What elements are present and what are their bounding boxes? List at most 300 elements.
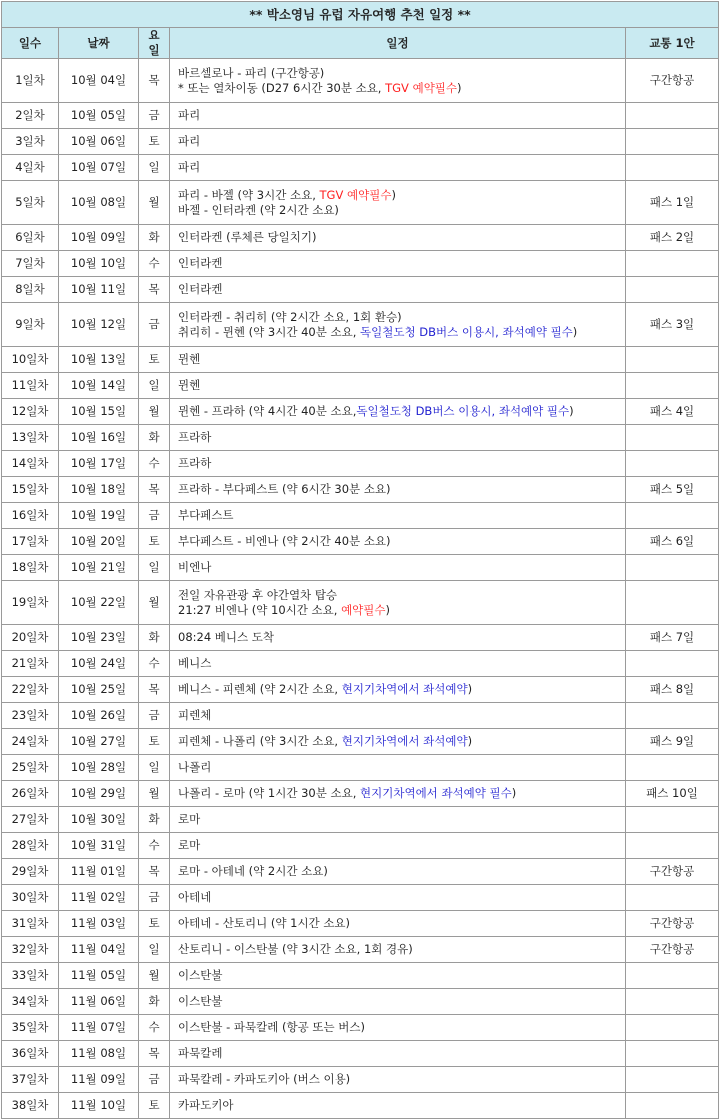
table-row xyxy=(2,181,719,225)
schedule-text: ) xyxy=(457,80,462,95)
weekday-cell: 월 xyxy=(139,963,170,989)
transport-cell: 패스 8일 xyxy=(626,677,719,703)
schedule-text: 파묵칼레 xyxy=(178,1046,223,1060)
schedule-text: 뮌헨 xyxy=(178,378,201,392)
date-cell: 10월 05일 xyxy=(59,103,139,129)
weekday-cell: 화 xyxy=(139,425,170,451)
schedule-cell xyxy=(170,425,626,451)
schedule-cell xyxy=(170,677,626,703)
weekday-cell: 일 xyxy=(139,155,170,181)
schedule-line xyxy=(178,838,621,853)
weekday-cell: 토 xyxy=(139,729,170,755)
date-cell: 10월 19일 xyxy=(59,503,139,529)
schedule-line xyxy=(178,404,621,419)
transport-cell xyxy=(626,451,719,477)
weekday-cell: 금 xyxy=(139,103,170,129)
schedule-line xyxy=(178,916,621,931)
day-cell: 21일차 xyxy=(2,651,59,677)
schedule-cell xyxy=(170,729,626,755)
weekday-cell: 월 xyxy=(139,581,170,625)
schedule-text: 로마 - 아테네 (약 2시간 소요) xyxy=(178,864,328,878)
weekday-cell: 금 xyxy=(139,303,170,347)
transport-cell xyxy=(626,555,719,581)
schedule-text: 취리히 - 뮌헨 (약 3시간 40분 소요, xyxy=(178,324,361,339)
schedule-text: 피렌체 - 나폴리 (약 3시간 소요, xyxy=(178,734,342,748)
weekday-cell: 토 xyxy=(139,1093,170,1119)
schedule-line xyxy=(178,188,621,203)
table-row xyxy=(2,755,719,781)
day-cell: 23일차 xyxy=(2,703,59,729)
schedule-cell xyxy=(170,963,626,989)
schedule-text: 전일 자유관광 후 야간열차 탑승 xyxy=(178,587,338,602)
schedule-line xyxy=(178,81,621,96)
weekday-cell: 화 xyxy=(139,807,170,833)
schedule-text: 이스탄불 xyxy=(178,994,223,1008)
day-cell: 33일차 xyxy=(2,963,59,989)
day-cell: 6일차 xyxy=(2,225,59,251)
column-header-schedule: 일정 xyxy=(170,28,626,59)
table-row xyxy=(2,989,719,1015)
schedule-text: 인터라켄 xyxy=(178,282,223,296)
schedule-line xyxy=(178,352,621,367)
schedule-cell xyxy=(170,703,626,729)
schedule-cell xyxy=(170,1093,626,1119)
table-row xyxy=(2,807,719,833)
schedule-line xyxy=(178,1020,621,1035)
date-cell: 10월 09일 xyxy=(59,225,139,251)
schedule-line xyxy=(178,508,621,523)
day-cell: 12일차 xyxy=(2,399,59,425)
column-header-day: 일수 xyxy=(2,28,59,59)
schedule-text: 파묵칼레 - 카파도키아 (버스 이용) xyxy=(178,1072,351,1086)
schedule-line xyxy=(178,108,621,123)
weekday-cell: 월 xyxy=(139,181,170,225)
schedule-line xyxy=(178,560,621,575)
transport-cell: 구간항공 xyxy=(626,59,719,103)
schedule-cell xyxy=(170,129,626,155)
schedule-text: 뮌헨 - 프라하 (약 4시간 40분 소요, xyxy=(178,404,357,418)
date-cell: 10월 28일 xyxy=(59,755,139,781)
transport-cell xyxy=(626,833,719,859)
date-cell: 10월 13일 xyxy=(59,347,139,373)
schedule-cell xyxy=(170,885,626,911)
transport-cell: 패스 6일 xyxy=(626,529,719,555)
schedule-cell xyxy=(170,911,626,937)
itinerary-rows xyxy=(2,59,719,1119)
date-cell: 10월 15일 xyxy=(59,399,139,425)
reservation-note: 현지기차역에서 좌석예약 xyxy=(341,734,468,748)
date-cell: 10월 07일 xyxy=(59,155,139,181)
schedule-line xyxy=(178,603,621,618)
day-cell: 27일차 xyxy=(2,807,59,833)
schedule-text: 나폴리 - 로마 (약 1시간 30분 소요, xyxy=(178,786,361,800)
day-cell: 26일차 xyxy=(2,781,59,807)
weekday-cell: 금 xyxy=(139,703,170,729)
day-cell: 7일차 xyxy=(2,251,59,277)
day-cell: 17일차 xyxy=(2,529,59,555)
schedule-text: 프라하 xyxy=(178,456,212,470)
schedule-text: 파리 xyxy=(178,134,201,148)
table-row xyxy=(2,277,719,303)
weekday-cell: 토 xyxy=(139,529,170,555)
schedule-text: 베니스 - 피렌체 (약 2시간 소요, xyxy=(178,682,342,696)
table-row xyxy=(2,781,719,807)
weekday-cell: 토 xyxy=(139,129,170,155)
transport-cell: 패스 4일 xyxy=(626,399,719,425)
transport-cell xyxy=(626,755,719,781)
day-cell: 35일차 xyxy=(2,1015,59,1041)
schedule-text: 부다페스트 - 비엔나 (약 2시간 40분 소요) xyxy=(178,534,391,548)
schedule-cell xyxy=(170,833,626,859)
schedule-text: 비엔나 xyxy=(178,560,212,574)
date-cell: 10월 06일 xyxy=(59,129,139,155)
table-row xyxy=(2,529,719,555)
day-cell: 11일차 xyxy=(2,373,59,399)
day-cell: 38일차 xyxy=(2,1093,59,1119)
table-row xyxy=(2,677,719,703)
table-row xyxy=(2,303,719,347)
weekday-cell: 목 xyxy=(139,1041,170,1067)
transport-cell xyxy=(626,1067,719,1093)
weekday-cell: 수 xyxy=(139,1015,170,1041)
column-header-date: 날짜 xyxy=(59,28,139,59)
table-row xyxy=(2,1015,719,1041)
schedule-line xyxy=(178,1072,621,1087)
day-cell: 32일차 xyxy=(2,937,59,963)
transport-cell xyxy=(626,373,719,399)
table-row xyxy=(2,59,719,103)
schedule-text: 뮌헨 xyxy=(178,352,201,366)
date-cell: 10월 12일 xyxy=(59,303,139,347)
weekday-cell: 월 xyxy=(139,781,170,807)
transport-cell xyxy=(626,581,719,625)
schedule-text: 카파도키아 xyxy=(178,1098,234,1112)
schedule-cell xyxy=(170,399,626,425)
weekday-cell: 수 xyxy=(139,651,170,677)
schedule-text: 파리 - 바젤 (약 3시간 소요, xyxy=(178,187,320,202)
reservation-note: 독일철도청 DB버스 이용시, 좌석예약 필수 xyxy=(356,404,570,418)
date-cell: 10월 10일 xyxy=(59,251,139,277)
weekday-cell: 목 xyxy=(139,859,170,885)
schedule-line xyxy=(178,994,621,1009)
weekday-cell: 화 xyxy=(139,225,170,251)
schedule-line xyxy=(178,134,621,149)
table-row xyxy=(2,885,719,911)
day-cell: 36일차 xyxy=(2,1041,59,1067)
day-cell: 5일차 xyxy=(2,181,59,225)
weekday-cell: 목 xyxy=(139,677,170,703)
transport-cell: 구간항공 xyxy=(626,911,719,937)
schedule-text: 이스탄불 - 파묵칼레 (항공 또는 버스) xyxy=(178,1020,365,1034)
weekday-cell: 수 xyxy=(139,251,170,277)
date-cell: 11월 09일 xyxy=(59,1067,139,1093)
weekday-cell: 금 xyxy=(139,503,170,529)
schedule-cell xyxy=(170,625,626,651)
schedule-line xyxy=(178,890,621,905)
weekday-cell: 수 xyxy=(139,451,170,477)
day-cell: 25일차 xyxy=(2,755,59,781)
schedule-cell xyxy=(170,225,626,251)
page-title: ** 박소영님 유럽 자유여행 추천 일정 ** xyxy=(2,2,719,28)
weekday-cell: 일 xyxy=(139,555,170,581)
schedule-line xyxy=(178,760,621,775)
schedule-cell xyxy=(170,989,626,1015)
schedule-cell xyxy=(170,277,626,303)
day-cell: 24일차 xyxy=(2,729,59,755)
table-row xyxy=(2,251,719,277)
transport-cell: 패스 1일 xyxy=(626,181,719,225)
schedule-line xyxy=(178,1098,621,1113)
table-row xyxy=(2,477,719,503)
schedule-cell xyxy=(170,859,626,885)
itinerary-table xyxy=(1,1,719,1119)
schedule-text: ) xyxy=(467,682,473,696)
weekday-cell: 화 xyxy=(139,989,170,1015)
date-cell: 10월 23일 xyxy=(59,625,139,651)
schedule-text: * 또는 열차이동 (D27 6시간 30분 소요, xyxy=(178,80,386,95)
schedule-text: 피렌체 xyxy=(178,708,212,722)
date-cell: 11월 03일 xyxy=(59,911,139,937)
table-row xyxy=(2,1067,719,1093)
schedule-cell xyxy=(170,59,626,103)
transport-cell xyxy=(626,425,719,451)
schedule-text: ) xyxy=(572,324,578,339)
table-row xyxy=(2,625,719,651)
day-cell: 10일차 xyxy=(2,347,59,373)
weekday-cell: 토 xyxy=(139,911,170,937)
table-row xyxy=(2,425,719,451)
date-cell: 10월 04일 xyxy=(59,59,139,103)
transport-cell: 구간항공 xyxy=(626,859,719,885)
weekday-cell: 금 xyxy=(139,885,170,911)
schedule-line xyxy=(178,230,621,245)
day-cell: 9일차 xyxy=(2,303,59,347)
transport-cell: 패스 10일 xyxy=(626,781,719,807)
schedule-text: ) xyxy=(467,734,473,748)
column-header-transport: 교통 1안 xyxy=(626,28,719,59)
schedule-cell xyxy=(170,451,626,477)
weekday-cell: 일 xyxy=(139,937,170,963)
schedule-text: ) xyxy=(385,602,391,617)
table-row xyxy=(2,833,719,859)
schedule-cell xyxy=(170,181,626,225)
schedule-cell xyxy=(170,781,626,807)
schedule-cell xyxy=(170,937,626,963)
table-row xyxy=(2,155,719,181)
schedule-text: 21:27 비엔나 (약 10시간 소요, xyxy=(178,602,342,617)
schedule-cell xyxy=(170,581,626,625)
day-cell: 8일차 xyxy=(2,277,59,303)
transport-cell xyxy=(626,1093,719,1119)
day-cell: 30일차 xyxy=(2,885,59,911)
schedule-cell xyxy=(170,103,626,129)
schedule-cell xyxy=(170,555,626,581)
date-cell: 10월 30일 xyxy=(59,807,139,833)
table-row xyxy=(2,937,719,963)
schedule-text: ) xyxy=(391,187,396,202)
date-cell: 10월 14일 xyxy=(59,373,139,399)
schedule-line xyxy=(178,534,621,549)
day-cell: 20일차 xyxy=(2,625,59,651)
schedule-cell xyxy=(170,373,626,399)
day-cell: 2일차 xyxy=(2,103,59,129)
day-cell: 18일차 xyxy=(2,555,59,581)
schedule-text: 로마 xyxy=(178,838,201,852)
transport-cell: 패스 2일 xyxy=(626,225,719,251)
table-row xyxy=(2,225,719,251)
day-cell: 1일차 xyxy=(2,59,59,103)
schedule-line xyxy=(178,708,621,723)
table-row xyxy=(2,963,719,989)
schedule-text: 인터라켄 - 취리히 (약 2시간 소요, 1회 환승) xyxy=(178,309,402,324)
weekday-cell: 화 xyxy=(139,625,170,651)
schedule-cell xyxy=(170,477,626,503)
day-cell: 13일차 xyxy=(2,425,59,451)
required-note: 예약필수 xyxy=(341,602,386,617)
schedule-line xyxy=(178,256,621,271)
weekday-cell: 목 xyxy=(139,477,170,503)
date-cell: 10월 16일 xyxy=(59,425,139,451)
schedule-cell xyxy=(170,1067,626,1093)
date-cell: 10월 17일 xyxy=(59,451,139,477)
transport-cell xyxy=(626,989,719,1015)
date-cell: 10월 24일 xyxy=(59,651,139,677)
schedule-line xyxy=(178,630,621,645)
schedule-line xyxy=(178,734,621,749)
required-note: TGV 예약필수 xyxy=(385,80,458,95)
schedule-text: 산토리니 - 이스탄불 (약 3시간 소요, 1회 경유) xyxy=(178,942,413,956)
weekday-cell: 일 xyxy=(139,373,170,399)
table-row xyxy=(2,911,719,937)
table-row xyxy=(2,1041,719,1067)
date-cell: 10월 21일 xyxy=(59,555,139,581)
schedule-cell xyxy=(170,503,626,529)
schedule-text: 프라하 xyxy=(178,430,212,444)
day-cell: 34일차 xyxy=(2,989,59,1015)
date-cell: 11월 07일 xyxy=(59,1015,139,1041)
schedule-text: 파리 xyxy=(178,160,201,174)
date-cell: 10월 25일 xyxy=(59,677,139,703)
schedule-text: ) xyxy=(511,786,517,800)
table-row xyxy=(2,555,719,581)
schedule-text: 프라하 - 부다페스트 (약 6시간 30분 소요) xyxy=(178,482,391,496)
date-cell: 10월 18일 xyxy=(59,477,139,503)
table-row xyxy=(2,581,719,625)
table-row xyxy=(2,373,719,399)
date-cell: 10월 31일 xyxy=(59,833,139,859)
weekday-cell: 토 xyxy=(139,347,170,373)
schedule-cell xyxy=(170,155,626,181)
transport-cell: 패스 3일 xyxy=(626,303,719,347)
table-row xyxy=(2,129,719,155)
reservation-note: 현지기차역에서 좌석예약 xyxy=(341,682,468,696)
reservation-note: 독일철도청 DB버스 이용시, 좌석예약 필수 xyxy=(360,324,573,339)
table-row xyxy=(2,347,719,373)
schedule-line xyxy=(178,325,621,340)
transport-cell xyxy=(626,503,719,529)
date-cell: 10월 08일 xyxy=(59,181,139,225)
schedule-line xyxy=(178,456,621,471)
schedule-text: 08:24 베니스 도착 xyxy=(178,630,274,644)
day-cell: 14일차 xyxy=(2,451,59,477)
schedule-text: 바르셀로나 - 파리 (구간항공) xyxy=(178,65,325,80)
weekday-cell: 금 xyxy=(139,1067,170,1093)
date-cell: 10월 11일 xyxy=(59,277,139,303)
day-cell: 4일차 xyxy=(2,155,59,181)
schedule-text: 로마 xyxy=(178,812,201,826)
schedule-line xyxy=(178,682,621,697)
schedule-line xyxy=(178,786,621,801)
transport-cell xyxy=(626,1041,719,1067)
schedule-line xyxy=(178,203,621,218)
date-cell: 10월 29일 xyxy=(59,781,139,807)
schedule-line xyxy=(178,942,621,957)
schedule-line xyxy=(178,282,621,297)
transport-cell: 패스 7일 xyxy=(626,625,719,651)
transport-cell xyxy=(626,963,719,989)
day-cell: 19일차 xyxy=(2,581,59,625)
table-row xyxy=(2,703,719,729)
schedule-cell xyxy=(170,755,626,781)
schedule-line xyxy=(178,656,621,671)
schedule-line xyxy=(178,482,621,497)
date-cell: 10월 22일 xyxy=(59,581,139,625)
schedule-cell xyxy=(170,1041,626,1067)
day-cell: 28일차 xyxy=(2,833,59,859)
weekday-cell: 일 xyxy=(139,755,170,781)
day-cell: 16일차 xyxy=(2,503,59,529)
transport-cell xyxy=(626,277,719,303)
date-cell: 10월 27일 xyxy=(59,729,139,755)
table-row xyxy=(2,399,719,425)
schedule-text: 인터라켄 (루체른 당일치기) xyxy=(178,230,317,244)
transport-cell xyxy=(626,155,719,181)
schedule-text: 부다페스트 xyxy=(178,508,234,522)
table-row xyxy=(2,651,719,677)
transport-cell xyxy=(626,1015,719,1041)
schedule-line xyxy=(178,1046,621,1061)
schedule-cell xyxy=(170,651,626,677)
weekday-cell: 목 xyxy=(139,59,170,103)
reservation-note: 현지기차역에서 좌석예약 필수 xyxy=(360,786,512,800)
table-row xyxy=(2,451,719,477)
schedule-cell xyxy=(170,303,626,347)
date-cell: 11월 04일 xyxy=(59,937,139,963)
date-cell: 11월 10일 xyxy=(59,1093,139,1119)
date-cell: 11월 01일 xyxy=(59,859,139,885)
transport-cell xyxy=(626,703,719,729)
schedule-cell xyxy=(170,347,626,373)
schedule-cell xyxy=(170,251,626,277)
day-cell: 37일차 xyxy=(2,1067,59,1093)
date-cell: 11월 08일 xyxy=(59,1041,139,1067)
transport-cell: 패스 9일 xyxy=(626,729,719,755)
table-row xyxy=(2,103,719,129)
date-cell: 11월 05일 xyxy=(59,963,139,989)
table-row xyxy=(2,1093,719,1119)
date-cell: 11월 06일 xyxy=(59,989,139,1015)
schedule-cell xyxy=(170,807,626,833)
transport-cell xyxy=(626,103,719,129)
schedule-line xyxy=(178,430,621,445)
weekday-cell: 목 xyxy=(139,277,170,303)
table-row xyxy=(2,729,719,755)
table-row xyxy=(2,503,719,529)
day-cell: 22일차 xyxy=(2,677,59,703)
schedule-cell xyxy=(170,529,626,555)
transport-cell xyxy=(626,807,719,833)
schedule-line xyxy=(178,588,621,603)
